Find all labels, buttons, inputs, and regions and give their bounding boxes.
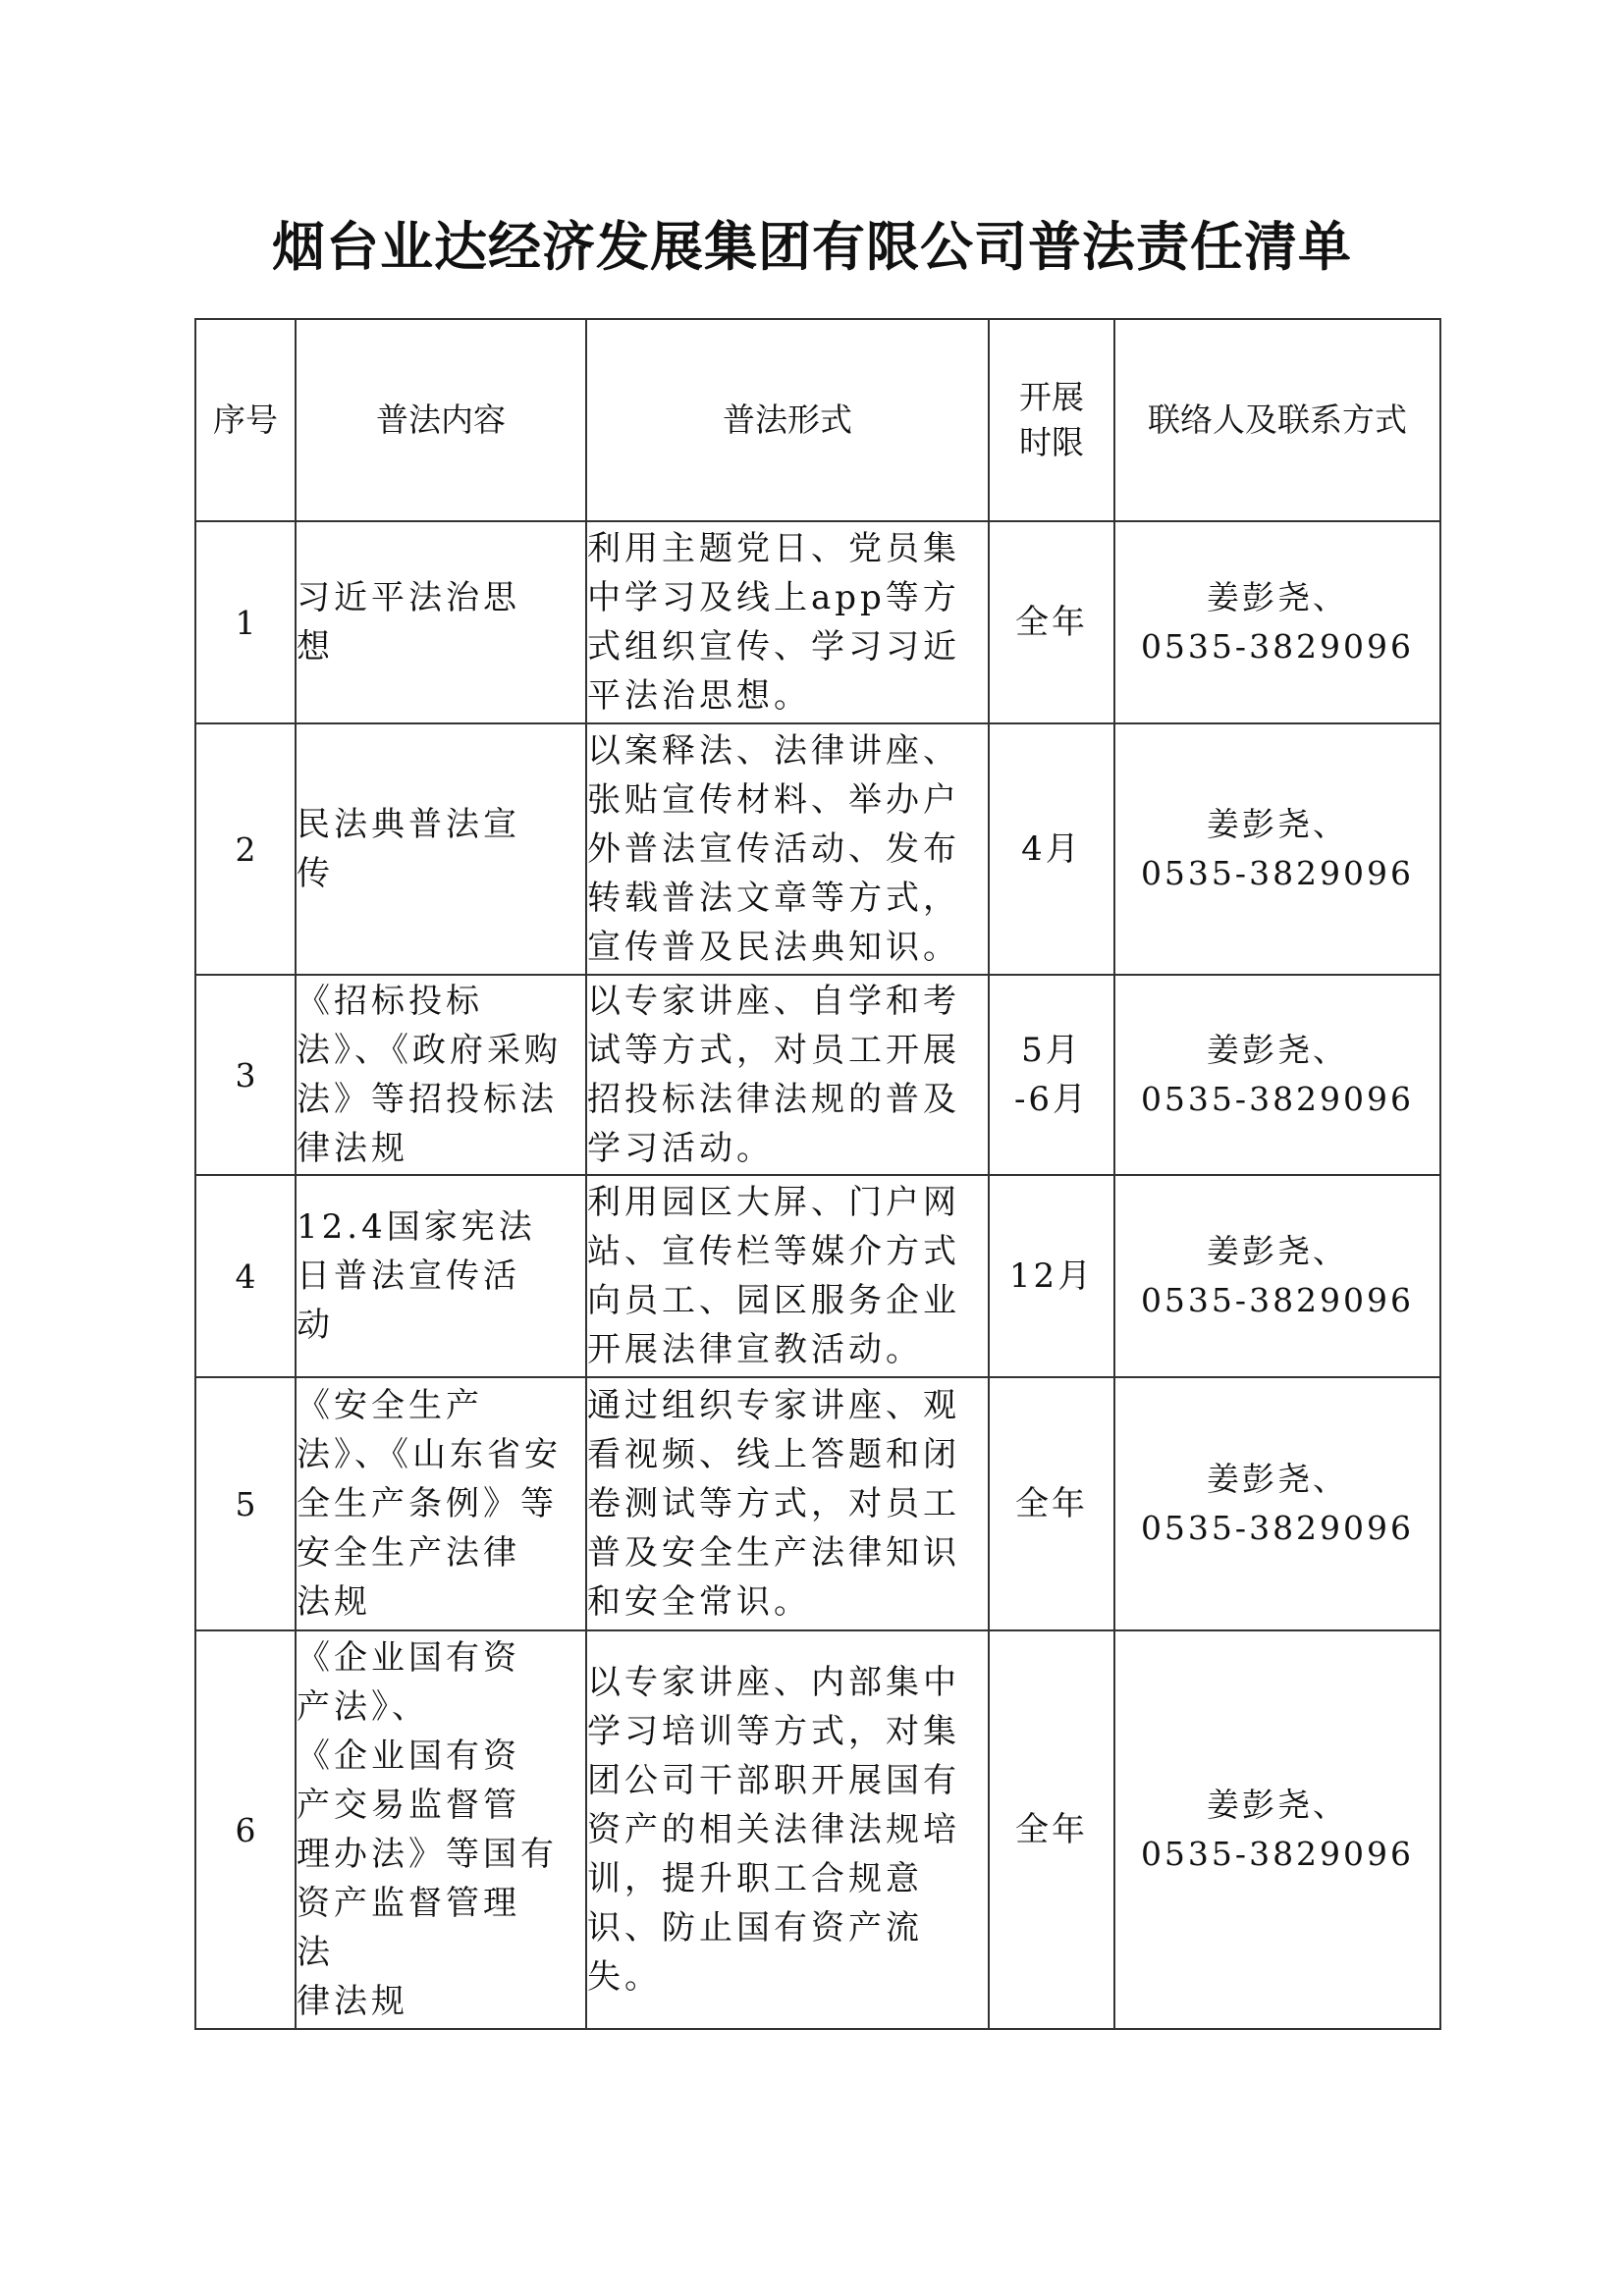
row-content: 民法典普法宣 传	[296, 723, 586, 975]
header-form: 普法形式	[586, 319, 989, 521]
row-contact	[1114, 521, 1440, 723]
row-form: 利用园区大屏、门户网站、宣传栏等媒介方式向员工、园区服务企业开展法律宣教活动。	[586, 1175, 989, 1377]
row-form: 以专家讲座、内部集中学习培训等方式，对集团公司干部职开展国有资产的相关法律法规培训，提升职工合规意识、防止国有资产流失。	[586, 1630, 989, 2029]
row-contact	[1114, 1175, 1440, 1377]
row-period: 12月	[989, 1175, 1114, 1377]
contact-name: 姜彭尧、	[1207, 1232, 1348, 1270]
table-header-row	[195, 319, 1440, 521]
row-contact	[1114, 975, 1440, 1175]
contact-phone: 0535-3829096	[1140, 854, 1415, 892]
contact-phone: 0535-3829096	[1140, 1281, 1415, 1319]
row-form: 以案释法、法律讲座、张贴宣传材料、举办户外普法宣传活动、发布转载普法文章等方式，宣传普及民法典知识。	[586, 723, 989, 975]
table-row	[195, 723, 1440, 975]
table-row	[195, 521, 1440, 723]
row-number: 4	[195, 1175, 296, 1377]
header-period: 开展 时限	[989, 319, 1114, 521]
row-content: 《安全生产 法》、《山东省安 全生产条例》等 安全生产法律 法规	[296, 1377, 586, 1630]
row-number: 3	[195, 975, 296, 1175]
row-form: 以专家讲座、自学和考试等方式，对员工开展招投标法律法规的普及学习活动。	[586, 975, 989, 1175]
responsibility-table	[194, 318, 1441, 2030]
header-no: 序号	[195, 319, 296, 521]
row-content: 《企业国有资 产法》、 《企业国有资 产交易监督管 理办法》等国有 资产监督管理 法 律法规	[296, 1630, 586, 2029]
row-number: 2	[195, 723, 296, 975]
table-row	[195, 1377, 1440, 1630]
row-number: 6	[195, 1630, 296, 2029]
row-contact	[1114, 723, 1440, 975]
contact-name: 姜彭尧、	[1207, 578, 1348, 616]
row-form: 利用主题党日、党员集中学习及线上app等方式组织宣传、学习习近平法治思想。	[586, 521, 989, 723]
row-number: 1	[195, 521, 296, 723]
row-period: 全年	[989, 1630, 1114, 2029]
row-period: 全年	[989, 521, 1114, 723]
table-row	[195, 975, 1440, 1175]
row-content: 12.4国家宪法 日普法宣传活 动	[296, 1175, 586, 1377]
contact-name: 姜彭尧、	[1207, 1031, 1348, 1069]
contact-phone: 0535-3829096	[1140, 1509, 1415, 1547]
header-contact: 联络人及联系方式	[1114, 319, 1440, 521]
contact-name: 姜彭尧、	[1207, 805, 1348, 843]
row-contact	[1114, 1630, 1440, 2029]
row-period: 4月	[989, 723, 1114, 975]
contact-phone: 0535-3829096	[1140, 1835, 1415, 1873]
row-form: 通过组织专家讲座、观看视频、线上答题和闭卷测试等方式，对员工普及安全生产法律知识和安全常识。	[586, 1377, 989, 1630]
row-contact	[1114, 1377, 1440, 1630]
table-row	[195, 1630, 1440, 2029]
row-content: 《招标投标 法》、《政府采购 法》等招投标法 律法规	[296, 975, 586, 1175]
contact-phone: 0535-3829096	[1140, 627, 1415, 666]
row-period: 全年	[989, 1377, 1114, 1630]
contact-phone: 0535-3829096	[1140, 1080, 1415, 1118]
header-content: 普法内容	[296, 319, 586, 521]
row-content: 习近平法治思 想	[296, 521, 586, 723]
row-number: 5	[195, 1377, 296, 1630]
page-title: 烟台业达经济发展集团有限公司普法责任清单	[272, 216, 1352, 278]
table-row	[195, 1175, 1440, 1377]
contact-name: 姜彭尧、	[1207, 1460, 1348, 1498]
row-period: 5月 -6月	[989, 975, 1114, 1175]
contact-name: 姜彭尧、	[1207, 1786, 1348, 1824]
